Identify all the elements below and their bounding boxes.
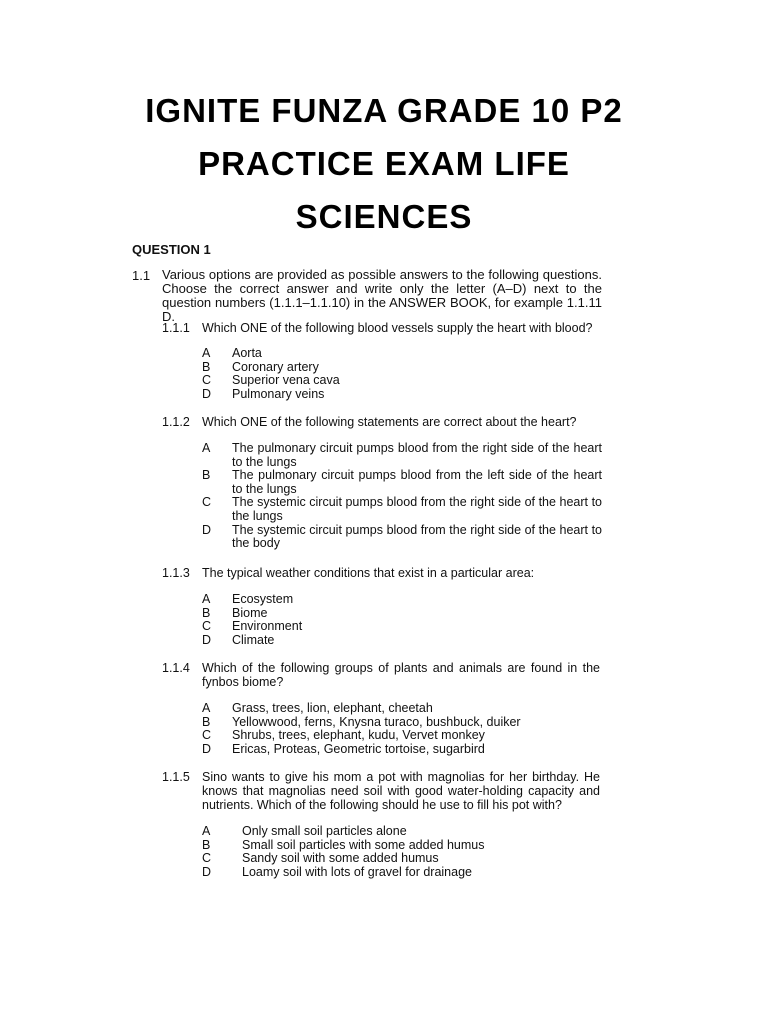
option-letter: C [202, 851, 212, 866]
option-letter: C [202, 619, 212, 634]
title-line-3: SCIENCES [295, 198, 473, 235]
option-text: Small soil particles with some added humus [242, 837, 485, 852]
option-letter: B [202, 605, 211, 620]
option-text: Superior vena cava [232, 373, 340, 388]
title-line-2: PRACTICE EXAM LIFE [198, 145, 570, 182]
option-list [202, 825, 602, 879]
option-text: The systemic circuit pumps blood from the right side of the heart to the lungs [232, 495, 602, 523]
option-text: Aorta [232, 346, 262, 360]
option-text: The systemic circuit pumps blood from the right side of the heart to the body [232, 522, 602, 551]
question-text: Which ONE of the following statements are correct about the heart? [202, 415, 577, 429]
option-text: Yellowwood, ferns, Knysna turaco, bushbuck, duiker [232, 714, 521, 729]
option-letter: A [202, 824, 211, 838]
question-heading: QUESTION 1 [132, 242, 211, 257]
option-list [202, 593, 602, 647]
option-letter: D [202, 632, 212, 647]
option-letter: D [202, 522, 212, 537]
option-letter: B [202, 714, 211, 729]
option-text: Grass, trees, lion, elephant, cheetah [232, 701, 433, 715]
option-b [202, 839, 602, 853]
option-letter: A [202, 346, 211, 360]
option-text: Ericas, Proteas, Geometric tortoise, sugarbird [232, 741, 485, 756]
question-number: 1.1.2 [162, 415, 190, 429]
option-letter: C [202, 495, 212, 510]
question-number: 1.1.3 [162, 566, 190, 580]
option-c [202, 374, 602, 388]
option-d [202, 388, 602, 402]
option-a [202, 593, 602, 607]
option-letter: D [202, 386, 212, 401]
option-text: The pulmonary circuit pumps blood from the left side of the heart to the lungs [232, 468, 602, 496]
option-list [202, 347, 602, 401]
option-letter: D [202, 741, 212, 756]
instruction-text: Various options are provided as possible answers to the following questions. Choose the correct answer and write only the letter (A–D) next to the question numbers (1.1.1–1.1.10) in the ANSWER BOOK, for example 1.1.11 D. [162, 267, 602, 324]
question-text: Sino wants to give his mom a pot with magnolias for her birthday. He knows that magnolias need soil with good water-holding capacity and nutrients. Which of the following should he use to fill his pot with? [202, 770, 600, 812]
option-b [202, 716, 602, 730]
option-letter: B [202, 837, 211, 852]
option-b [202, 361, 602, 375]
option-a [202, 347, 602, 361]
title-line-1: IGNITE FUNZA GRADE 10 P2 [145, 92, 623, 129]
option-letter: D [202, 864, 212, 879]
option-c [202, 496, 602, 523]
option-letter: B [202, 359, 211, 374]
question-number: 1.1.5 [162, 770, 190, 784]
question-number: 1.1.4 [162, 661, 190, 675]
option-list [202, 442, 602, 551]
option-b [202, 469, 602, 496]
option-d [202, 634, 602, 648]
option-text: Pulmonary veins [232, 386, 325, 401]
option-text: Only small soil particles alone [242, 824, 407, 838]
option-c [202, 729, 602, 743]
option-text: Sandy soil with some added humus [242, 851, 439, 866]
question-number: 1.1.1 [162, 321, 190, 335]
option-letter: B [202, 468, 211, 483]
option-text: Biome [232, 605, 268, 620]
option-letter: C [202, 373, 212, 388]
instruction-number: 1.1 [132, 268, 151, 283]
option-text: Environment [232, 619, 303, 634]
option-text: Loamy soil with lots of gravel for drainage [242, 864, 472, 879]
option-text: Ecosystem [232, 592, 294, 606]
option-a [202, 702, 602, 716]
option-text: Coronary artery [232, 359, 319, 374]
option-a [202, 825, 602, 839]
page-title [0, 84, 768, 243]
option-text: Shrubs, trees, elephant, kudu, Vervet monkey [232, 728, 485, 743]
option-text: Climate [232, 632, 275, 647]
option-c [202, 852, 602, 866]
option-letter: A [202, 441, 211, 455]
option-list [202, 702, 602, 756]
option-letter: A [202, 592, 211, 606]
option-letter: C [202, 728, 212, 743]
option-a [202, 442, 602, 469]
option-b [202, 607, 602, 621]
question-text: The typical weather conditions that exist in a particular area: [202, 566, 535, 580]
option-letter: A [202, 701, 211, 715]
option-d [202, 866, 602, 880]
option-c [202, 620, 602, 634]
option-d [202, 743, 602, 757]
option-d [202, 524, 602, 551]
option-text: The pulmonary circuit pumps blood from the right side of the heart to the lungs [232, 441, 602, 469]
question-text: Which ONE of the following blood vessels supply the heart with blood? [202, 321, 593, 335]
question-text: Which of the following groups of plants and animals are found in the fynbos biome? [202, 661, 600, 689]
